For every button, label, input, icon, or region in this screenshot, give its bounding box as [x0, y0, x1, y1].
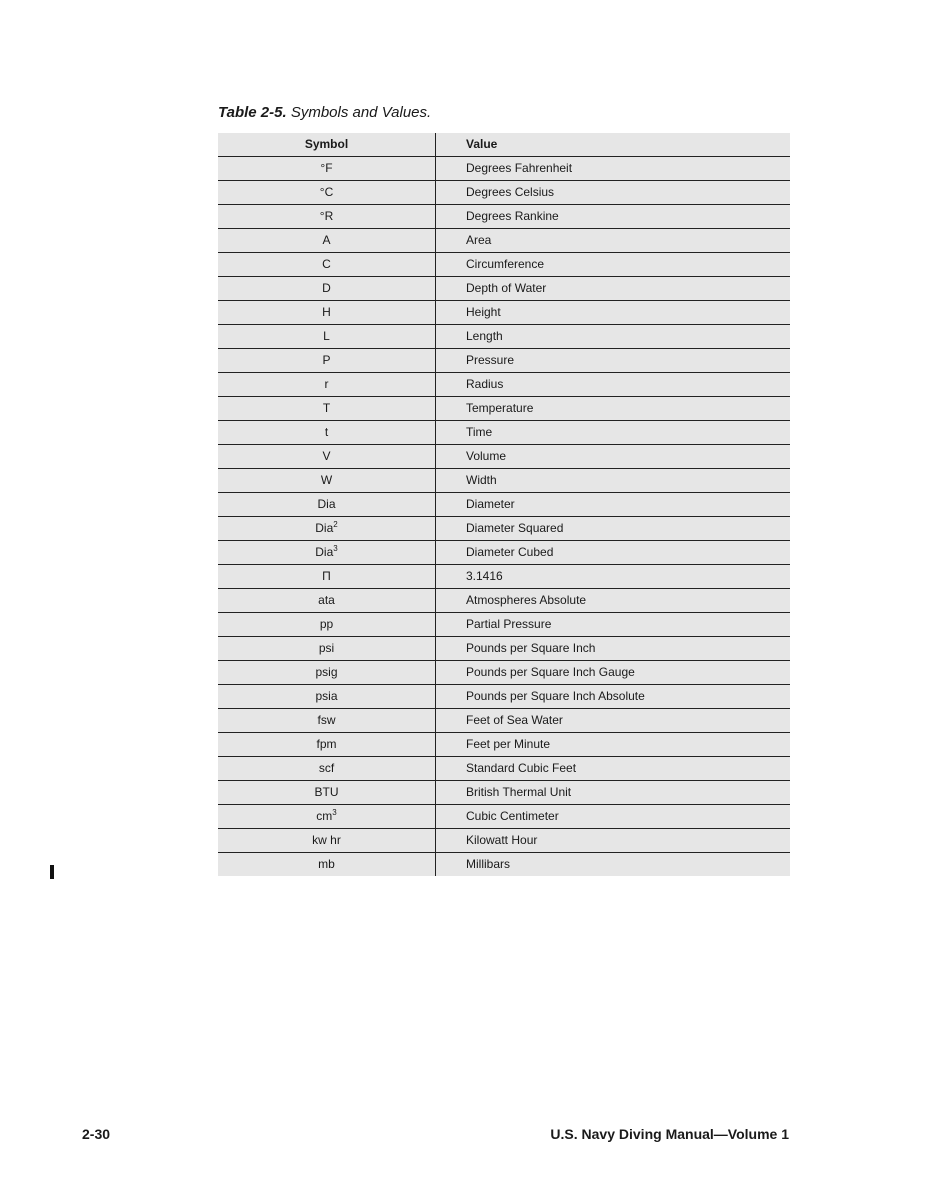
value-cell: Area — [436, 229, 791, 253]
value-cell: Height — [436, 301, 791, 325]
value-cell: Pressure — [436, 349, 791, 373]
table-header-row — [218, 133, 790, 157]
symbol-text: fpm — [316, 737, 337, 751]
symbol-text: D — [322, 281, 331, 295]
value-cell: Temperature — [436, 397, 791, 421]
symbol-text: Π — [322, 569, 331, 583]
value-cell: Pounds per Square Inch Gauge — [436, 661, 791, 685]
symbol-cell — [218, 181, 436, 205]
table-row — [218, 709, 790, 733]
symbol-cell — [218, 781, 436, 805]
value-cell: Depth of Water — [436, 277, 791, 301]
table-body — [218, 157, 790, 877]
value-cell: Diameter Squared — [436, 517, 791, 541]
symbol-text: W — [320, 473, 333, 487]
symbol-cell — [218, 277, 436, 301]
table-row — [218, 277, 790, 301]
table-row — [218, 157, 790, 181]
header-symbol: Symbol — [218, 133, 436, 157]
table-row — [218, 565, 790, 589]
table-row — [218, 661, 790, 685]
value-cell: Degrees Rankine — [436, 205, 791, 229]
value-cell: Standard Cubic Feet — [436, 757, 791, 781]
value-cell: Partial Pressure — [436, 613, 791, 637]
symbol-cell — [218, 589, 436, 613]
symbol-text: psig — [315, 665, 338, 679]
symbol-text: kw hr — [312, 833, 341, 847]
table-row — [218, 517, 790, 541]
table-row — [218, 589, 790, 613]
symbol-text: BTU — [314, 785, 339, 799]
symbol-cell — [218, 613, 436, 637]
table-row — [218, 325, 790, 349]
value-cell: Circumference — [436, 253, 791, 277]
symbol-cell — [218, 541, 436, 565]
value-cell: Kilowatt Hour — [436, 829, 791, 853]
table-row — [218, 637, 790, 661]
symbol-cell — [218, 637, 436, 661]
symbol-text: fsw — [317, 713, 336, 727]
table-row — [218, 349, 790, 373]
symbol-cell — [218, 733, 436, 757]
value-cell: Diameter — [436, 493, 791, 517]
symbol-cell — [218, 301, 436, 325]
value-cell: Feet of Sea Water — [436, 709, 791, 733]
table-row — [218, 613, 790, 637]
symbol-text: H — [322, 305, 331, 319]
value-cell: Cubic Centimeter — [436, 805, 791, 829]
table-row — [218, 229, 790, 253]
symbol-cell — [218, 157, 436, 181]
table-row — [218, 781, 790, 805]
symbol-cell — [218, 757, 436, 781]
symbol-cell — [218, 493, 436, 517]
table-row — [218, 421, 790, 445]
table-row — [218, 829, 790, 853]
table-number: Table 2-5. — [218, 104, 287, 121]
symbol-text: t — [324, 425, 329, 439]
value-cell: Diameter Cubed — [436, 541, 791, 565]
symbol-cell — [218, 517, 436, 541]
symbol-text: cm — [316, 809, 333, 823]
symbol-cell — [218, 349, 436, 373]
symbol-text: L — [323, 329, 330, 343]
symbol-cell — [218, 205, 436, 229]
value-cell: 3.1416 — [436, 565, 791, 589]
symbol-text: T — [322, 401, 331, 415]
symbol-cell — [218, 685, 436, 709]
symbol-text: pp — [319, 617, 334, 631]
symbol-cell — [218, 229, 436, 253]
table-row — [218, 373, 790, 397]
symbol-cell — [218, 469, 436, 493]
symbol-exponent: 3 — [332, 808, 337, 817]
value-cell: Pounds per Square Inch Absolute — [436, 685, 791, 709]
value-cell: Degrees Celsius — [436, 181, 791, 205]
symbol-text: r — [324, 377, 329, 391]
symbol-text: mb — [318, 857, 335, 871]
symbol-cell — [218, 565, 436, 589]
symbol-text: A — [322, 233, 331, 247]
symbol-text: psia — [315, 689, 338, 703]
table-title: Symbols and Values. — [290, 104, 432, 121]
table-row — [218, 253, 790, 277]
table-row — [218, 685, 790, 709]
symbol-cell — [218, 805, 436, 829]
value-cell: Millibars — [436, 853, 791, 877]
symbol-cell — [218, 253, 436, 277]
value-cell: British Thermal Unit — [436, 781, 791, 805]
table-row — [218, 205, 790, 229]
symbol-exponent: 3 — [333, 544, 338, 553]
table-row — [218, 541, 790, 565]
symbol-text: °R — [319, 209, 334, 223]
symbol-cell — [218, 373, 436, 397]
value-cell: Feet per Minute — [436, 733, 791, 757]
table-row — [218, 181, 790, 205]
table-row — [218, 397, 790, 421]
symbol-cell — [218, 325, 436, 349]
book-title: U.S. Navy Diving Manual—Volume 1 — [550, 1126, 789, 1142]
value-cell: Degrees Fahrenheit — [436, 157, 791, 181]
symbol-text: °F — [320, 161, 333, 175]
table-row — [218, 853, 790, 877]
table-row — [218, 757, 790, 781]
symbol-text: Dia — [315, 545, 334, 559]
symbol-cell — [218, 661, 436, 685]
symbol-cell — [218, 421, 436, 445]
value-cell: Atmospheres Absolute — [436, 589, 791, 613]
symbols-table — [218, 133, 790, 876]
symbol-cell — [218, 853, 436, 877]
table-row — [218, 733, 790, 757]
value-cell: Length — [436, 325, 791, 349]
symbol-text: °C — [319, 185, 334, 199]
value-cell: Volume — [436, 445, 791, 469]
table-caption — [218, 104, 431, 121]
table-row — [218, 301, 790, 325]
symbol-cell — [218, 397, 436, 421]
page-number: 2-30 — [82, 1126, 111, 1142]
change-bar — [50, 865, 54, 879]
value-cell: Time — [436, 421, 791, 445]
symbol-text: ata — [318, 593, 335, 607]
symbol-cell — [218, 829, 436, 853]
symbol-text: C — [322, 257, 331, 271]
table-row — [218, 469, 790, 493]
symbol-cell — [218, 709, 436, 733]
table-row — [218, 445, 790, 469]
symbol-text: P — [322, 353, 331, 367]
value-cell: Pounds per Square Inch — [436, 637, 791, 661]
symbol-cell — [218, 445, 436, 469]
symbol-text: psi — [318, 641, 335, 655]
symbol-text: V — [322, 449, 331, 463]
symbol-text: Dia — [317, 497, 336, 511]
table-row — [218, 493, 790, 517]
table-row — [218, 805, 790, 829]
symbol-exponent: 2 — [333, 520, 338, 529]
header-value: Value — [436, 133, 791, 157]
symbol-text: scf — [318, 761, 335, 775]
value-cell: Radius — [436, 373, 791, 397]
symbol-text: Dia — [315, 521, 334, 535]
value-cell: Width — [436, 469, 791, 493]
